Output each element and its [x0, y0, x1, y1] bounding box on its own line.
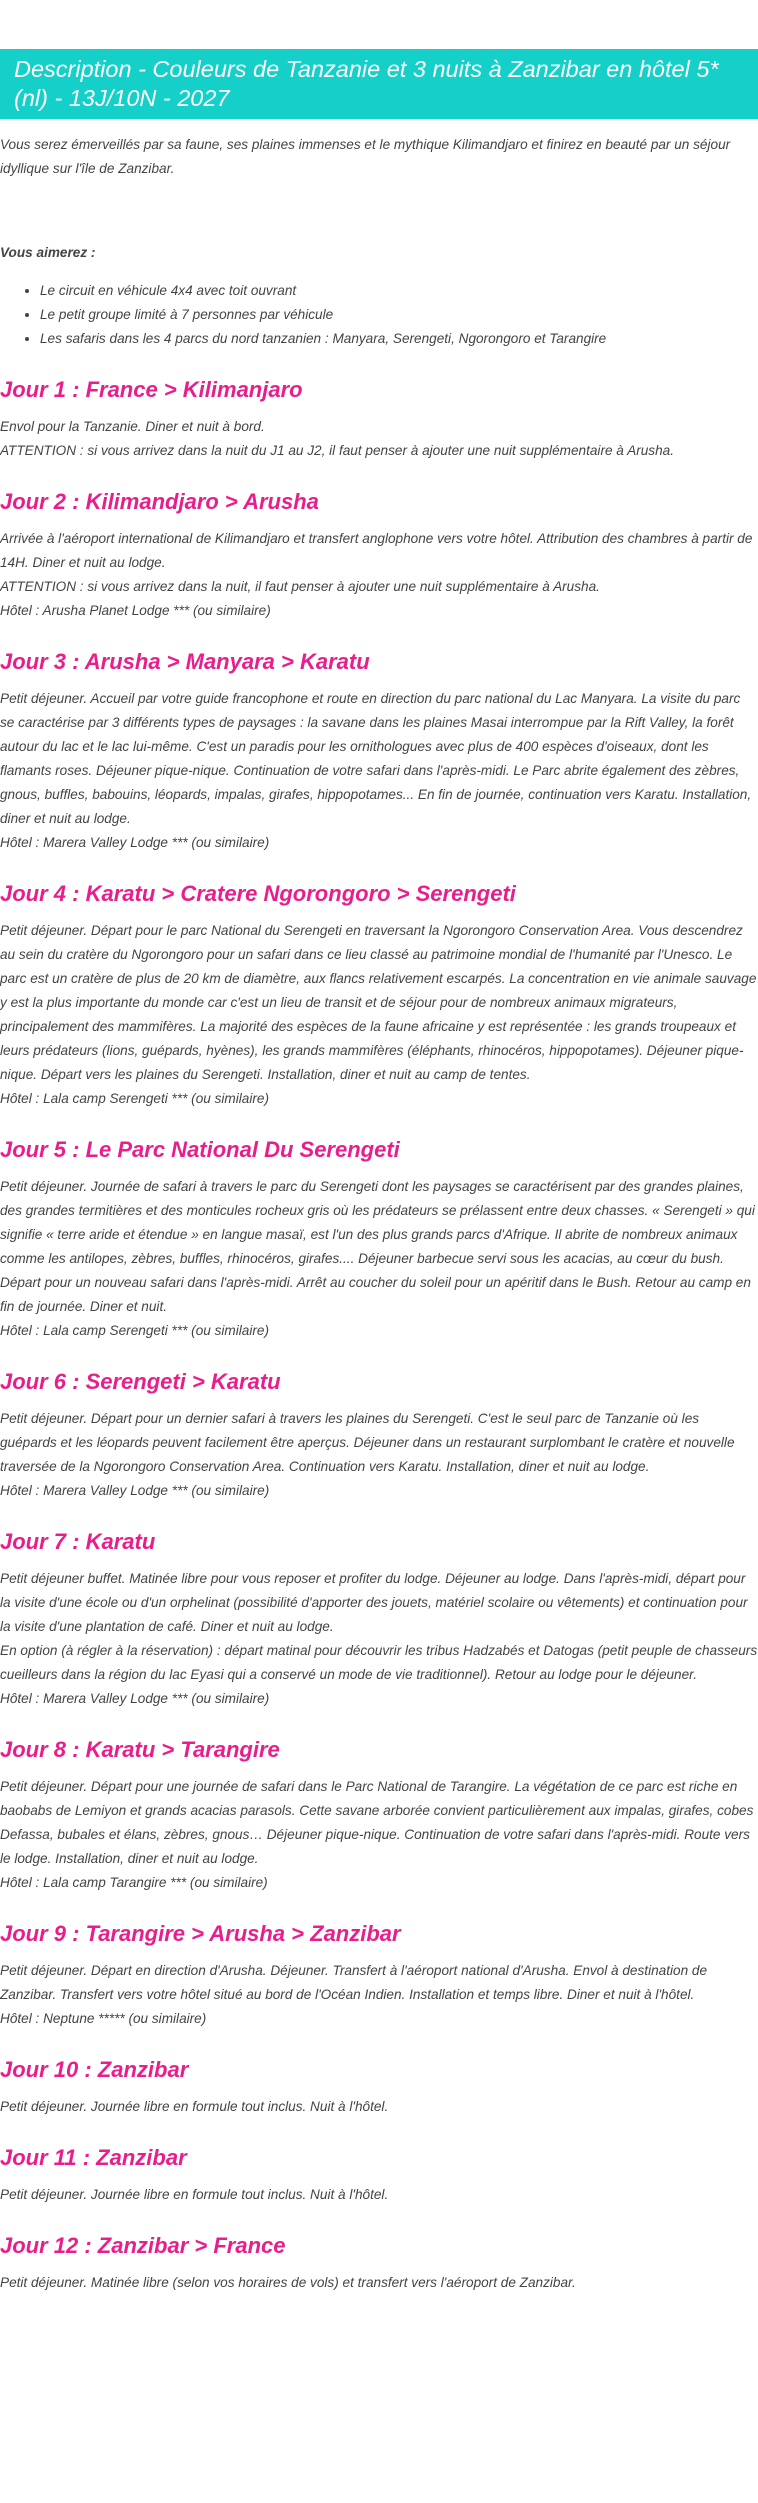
- day-paragraph: Petit déjeuner. Matinée libre (selon vos horaires de vols) et transfert vers l'aéroport de Zanzibar.: [0, 2275, 576, 2290]
- day-section: [0, 1919, 758, 2031]
- day-title: Jour 5 : Le Parc National Du Serengeti: [0, 1137, 400, 1162]
- highlights-list: [0, 279, 758, 351]
- list-item: • Le petit groupe limité à 7 personnes par véhicule: [40, 303, 758, 327]
- day-section: [0, 2055, 758, 2119]
- day-title: Jour 8 : Karatu > Tarangire: [0, 1737, 280, 1762]
- day-title: Jour 3 : Arusha > Manyara > Karatu: [0, 649, 370, 674]
- day-title: Jour 10 : Zanzibar: [0, 2057, 189, 2082]
- day-paragraph: Petit déjeuner. Départ pour le parc National du Serengeti en traversant la Ngorongoro Conservation Area. Vous descendrez au sein du cratère du Ngorongoro pour un safari dans ce lieu classé au patrimoine mondial de l'humanité par l'Unesco. Le parc est un cratère de plus de 20 km de diamètre, aux flancs relativement escarpés. La concentration en vie animale sauvage y est la plus importante du monde car c'est un lieu de transit et de séjour pour de nombreux animaux migrateurs, principalement des mammifères. La majorité des espèces de la faune africaine y est représentée : les grands troupeaux et leurs prédateurs (lions, guépards, hyènes), les grands mammifères (éléphants, rhinocéros, hippopotames). Déjeuner pique-nique. Départ vers les plaines du Serengeti. Installation, diner et nuit au camp de tentes.: [0, 923, 757, 1082]
- page-title: Description - Couleurs de Tanzanie et 3 nuits à Zanzibar en hôtel 5*(nl) - 13J/10N - 2027: [14, 56, 719, 111]
- day-paragraph: Hôtel : Neptune ***** (ou similaire): [0, 2011, 207, 2026]
- day-description: [0, 1407, 758, 1503]
- day-title: Jour 6 : Serengeti > Karatu: [0, 1369, 281, 1394]
- day-section: [0, 647, 758, 855]
- day-section: [0, 2143, 758, 2207]
- day-paragraph: Petit déjeuner. Départ pour une journée de safari dans le Parc National de Tarangire. La végétation de ce parc est riche en baobabs de Lemiyon et grands acacias parasols. Cette savane arborée convient particulièrement aux impalas, girafes, cobes Defassa, bubales et élans, zèbres, gnous… Déjeuner pique-nique. Continuation de votre safari dans l'après-midi. Route vers le lodge. Installation, diner et nuit au lodge.: [0, 1779, 754, 1866]
- day-paragraph: Petit déjeuner. Départ pour un dernier safari à travers les plaines du Serengeti. C'est le seul parc de Tanzanie où les guépards et les léopards peuvent facilement être aperçus. Déjeuner dans un restaurant surplombant le cratère et nouvelle traversée de la Ngorongoro Conservation Area. Continuation vers Karatu. Installation, diner et nuit au lodge.: [0, 1411, 735, 1474]
- day-description: [0, 2183, 758, 2207]
- day-paragraph: Hôtel : Lala camp Serengeti *** (ou similaire): [0, 1091, 269, 1106]
- list-item: • Le circuit en véhicule 4x4 avec toit ouvrant: [40, 279, 758, 303]
- day-paragraph: Petit déjeuner. Journée de safari à travers le parc du Serengeti dont les paysages se caractérisent par des grandes plaines, des grandes termitières et des monticules rocheux gris où les prédateurs se prélassent entre deux chasses. « Serengeti » qui signifie « terre aride et étendue » en langue masaï, est l'un des plus grands parcs d'Afrique. Il abrite de nombreux animaux comme les antilopes, zèbres, buffles, rhinocéros, girafes.... Déjeuner barbecue servi sous les acacias, au cœur du bush. Départ pour un nouveau safari dans l'après-midi. Arrêt au coucher du soleil pour un apéritif dans le Bush. Retour au camp en fin de journée. Diner et nuit.: [0, 1179, 755, 1314]
- day-section: [0, 375, 758, 463]
- day-section: [0, 2231, 758, 2295]
- day-section: [0, 1135, 758, 1343]
- day-section: [0, 1735, 758, 1895]
- day-description: [0, 1175, 758, 1343]
- day-description: [0, 1775, 758, 1895]
- itinerary: [0, 375, 758, 2295]
- day-title: Jour 7 : Karatu: [0, 1529, 156, 1554]
- day-paragraph: Petit déjeuner buffet. Matinée libre pour vous reposer et profiter du lodge. Déjeuner au lodge. Dans l'après-midi, départ pour la visite d'une école ou d'un orphelinat (possibilité d'apporter des jouets, matériel scolaire ou vêtements) et continuation pour la visite d'une plantation de café. Diner et nuit au lodge.: [0, 1571, 748, 1634]
- highlights-title: Vous aimerez :: [0, 245, 96, 260]
- list-item: • Les safaris dans les 4 parcs du nord tanzanien : Manyara, Serengeti, Ngorongoro et Tarangire: [40, 327, 758, 351]
- day-description: [0, 2271, 758, 2295]
- day-description: [0, 1567, 758, 1711]
- day-paragraph: Petit déjeuner. Accueil par votre guide francophone et route en direction du parc national du Lac Manyara. La visite du parc se caractérise par 3 différents types de paysages : la savane dans les plaines Masai interrompue par la Rift Valley, la forêt autour du lac et le lac lui-même. C'est un paradis pour les ornithologues avec plus de 400 espèces d'oiseaux, dont les flamants roses. Déjeuner pique-nique. Continuation de votre safari dans l'après-midi. Le Parc abrite également des zèbres, gnous, buffles, babouins, léopards, impalas, girafes, hippopotames... En fin de journée, continuation vers Karatu. Installation, diner et nuit au lodge.: [0, 691, 752, 826]
- day-title: Jour 12 : Zanzibar > France: [0, 2233, 286, 2258]
- day-paragraph: Hôtel : Marera Valley Lodge *** (ou similaire): [0, 1691, 270, 1706]
- day-paragraph: Arrivée à l'aéroport international de Kilimandjaro et transfert anglophone vers votre hôtel. Attribution des chambres à partir de 14H. Diner et nuit au lodge.: [0, 531, 753, 570]
- day-description: [0, 1959, 758, 2031]
- day-paragraph: Hôtel : Lala camp Serengeti *** (ou similaire): [0, 1323, 269, 1338]
- day-section: [0, 1527, 758, 1711]
- day-section: [0, 487, 758, 623]
- day-paragraph: ATTENTION : si vous arrivez dans la nuit, il faut penser à ajouter une nuit supplémentaire à Arusha.: [0, 579, 600, 594]
- day-paragraph: Petit déjeuner. Départ en direction d'Arusha. Déjeuner. Transfert à l'aéroport national d'Arusha. Envol à destination de Zanzibar. Transfert vers votre hôtel situé au bord de l'Océan Indien. Installation et temps libre. Diner et nuit à l'hôtel.: [0, 1963, 708, 2002]
- day-description: [0, 919, 758, 1111]
- day-description: [0, 687, 758, 855]
- day-paragraph: Petit déjeuner. Journée libre en formule tout inclus. Nuit à l'hôtel.: [0, 2187, 389, 2202]
- day-paragraph: Envol pour la Tanzanie. Diner et nuit à bord.: [0, 419, 265, 434]
- day-paragraph: Hôtel : Arusha Planet Lodge *** (ou similaire): [0, 603, 271, 618]
- day-description: [0, 2095, 758, 2119]
- day-description: [0, 415, 758, 463]
- day-title: Jour 1 : France > Kilimanjaro: [0, 377, 303, 402]
- day-paragraph: Hôtel : Marera Valley Lodge *** (ou similaire): [0, 1483, 270, 1498]
- day-paragraph: Hôtel : Lala camp Tarangire *** (ou similaire): [0, 1875, 268, 1890]
- day-paragraph: En option (à régler à la réservation) : départ matinal pour découvrir les tribus Hadzabés et Datogas (petit peuple de chasseurs cueilleurs dans la région du lac Eyasi qui a conservé un mode de vie traditionnel). Retour au lodge pour le déjeuner.: [0, 1643, 758, 1682]
- day-section: [0, 879, 758, 1111]
- day-section: [0, 1367, 758, 1503]
- day-title: Jour 4 : Karatu > Cratere Ngorongoro > Serengeti: [0, 881, 516, 906]
- day-paragraph: ATTENTION : si vous arrivez dans la nuit du J1 au J2, il faut penser à ajouter une nuit supplémentaire à Arusha.: [0, 443, 674, 458]
- day-paragraph: Hôtel : Marera Valley Lodge *** (ou similaire): [0, 835, 270, 850]
- day-description: [0, 527, 758, 623]
- day-title: Jour 2 : Kilimandjaro > Arusha: [0, 489, 319, 514]
- intro-text: Vous serez émerveillés par sa faune, ses plaines immenses et le mythique Kilimandjaro et finirez en beauté par un séjour idyllique sur l'île de Zanzibar.: [0, 137, 731, 176]
- day-paragraph: Petit déjeuner. Journée libre en formule tout inclus. Nuit à l'hôtel.: [0, 2099, 389, 2114]
- day-title: Jour 9 : Tarangire > Arusha > Zanzibar: [0, 1921, 401, 1946]
- title-banner: [0, 49, 758, 119]
- day-title: Jour 11 : Zanzibar: [0, 2145, 187, 2170]
